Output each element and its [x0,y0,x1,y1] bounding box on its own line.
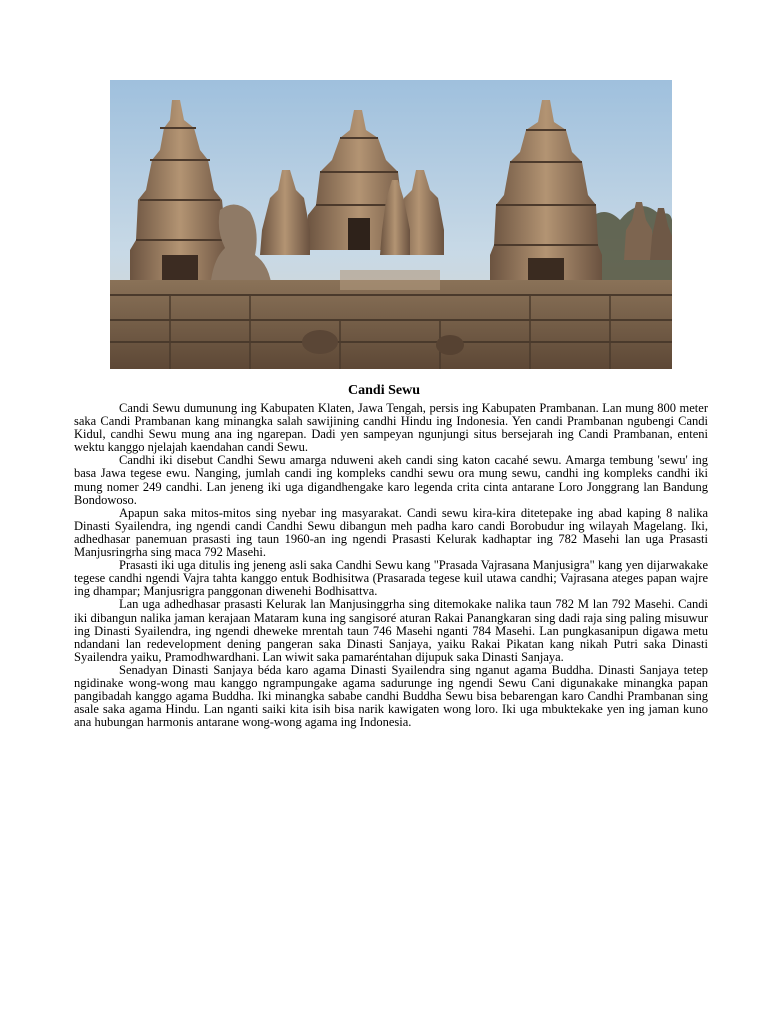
paragraph-2: Candhi iki disebut Candhi Sewu amarga nduweni akeh candi sing katon cacahé sewu. Amarga tembung 'sewu' ing basa Jawa tegese ewu. Nanging, jumlah candi ing kompleks candhi sewu ora mung sewu, candhi ing kompleks candhi iki mung nomer 249 candhi. Lan jeneng iki uga digandhengake karo legenda crita cinta antarane Loro Jonggrang lan Bandung Bondowoso. [74,453,708,507]
paragraph-1: Candi Sewu dumunung ing Kabupaten Klaten, Jawa Tengah, persis ing Kabupaten Prambanan. Lan mung 800 meter saka Candi Prambanan kang minangka salah sawijining candhi Hindu ing Indonesia. Yen candi Prambanan ngubengi Candi Kidul, candhi Sewu mung ana ing ngarepan. Dadi yen sampeyan ngunjungi situs bersejarah ing Candi Prambanan, enteni wektu kanggo njelajah kaendahan candi Sewu. [74,401,708,455]
article-title: Candi Sewu [348,383,420,398]
article-body [74,402,708,729]
paragraph-3: Apapun saka mitos-mitos sing nyebar ing masyarakat. Candi sewu kira-kira ditetepake ing abad kaping 8 nalika Dinasti Syailendra, ing ngendi candi Candhi Sewu dibangun meh padha karo candi Borobudur ing wilayah Magelang. Iki, adhedhasar panemuan prasasti ing taun 1960-an ing ngendi Prasasti Kelurak kadhaptar ing 782 Masehi lan uga Prasasti Manjusringrha sing maca 792 Masehi. [74,505,708,560]
candi-sewu-photo [110,80,672,369]
paragraph-6: Senadyan Dinasti Sanjaya béda karo agama Dinasti Syailendra sing nganut agama Buddha. Dinasti Sanjaya tetep ngidinake wong-wong mau kanggo ngrampungake agama sadurunge ing ngendi Sewu Cani digunakake minangka papan pangibadah kanggo agama Buddha. Iki minangka sababe candhi Buddha Sewu bisa bebarengan karo Candhi Prambanan sing asale saka agama Hindu. Lan nganti saiki kita isih bisa narik kawigaten wong loro. Iki uga mbuktekake yen ing jaman kuno ana hubungan harmonis antarane wong-wong agama ing Indonesia. [74,662,708,730]
paragraph-4: Prasasti iki uga ditulis ing jeneng asli saka Candhi Sewu kang "Prasada Vajrasana Manjusigra" kang yen dijarwakake tegese candhi ngendi Vajra tahta kanggo entuk Bodhisitwa (Prasarada tegese kuil utawa candhi; Vajrasana ateges papan wajre ing dhampar; Manjusrigra panggonan diwenehi Bodhisattva. [74,558,708,599]
paragraph-5: Lan uga adhedhasar prasasti Kelurak lan Manjusinggrha sing ditemokake nalika taun 782 M lan 792 Masehi. Candi iki dibangun nalika jaman kerajaan Mataram kuna ing sangisoré aturan Rakai Panangkaran sing dadi raja sing paling misuwur ing Dinasti Syailendra, ing ngendi dheweke mrentah taun 746 Masehi nganti 784 Masehi. Lan pungkasanipun digawa metu ndandani lan redevelopment dening pangeran saka Dinasti Sanjaya, yaiku Rakai Pikatan kang nikah Putri saka Dinasti Syailendra yaiku, Pramodhwardhani. Lan wiwit saka pamaréntahan dijupuk saka Dinasti Sanjaya. [74,597,708,664]
